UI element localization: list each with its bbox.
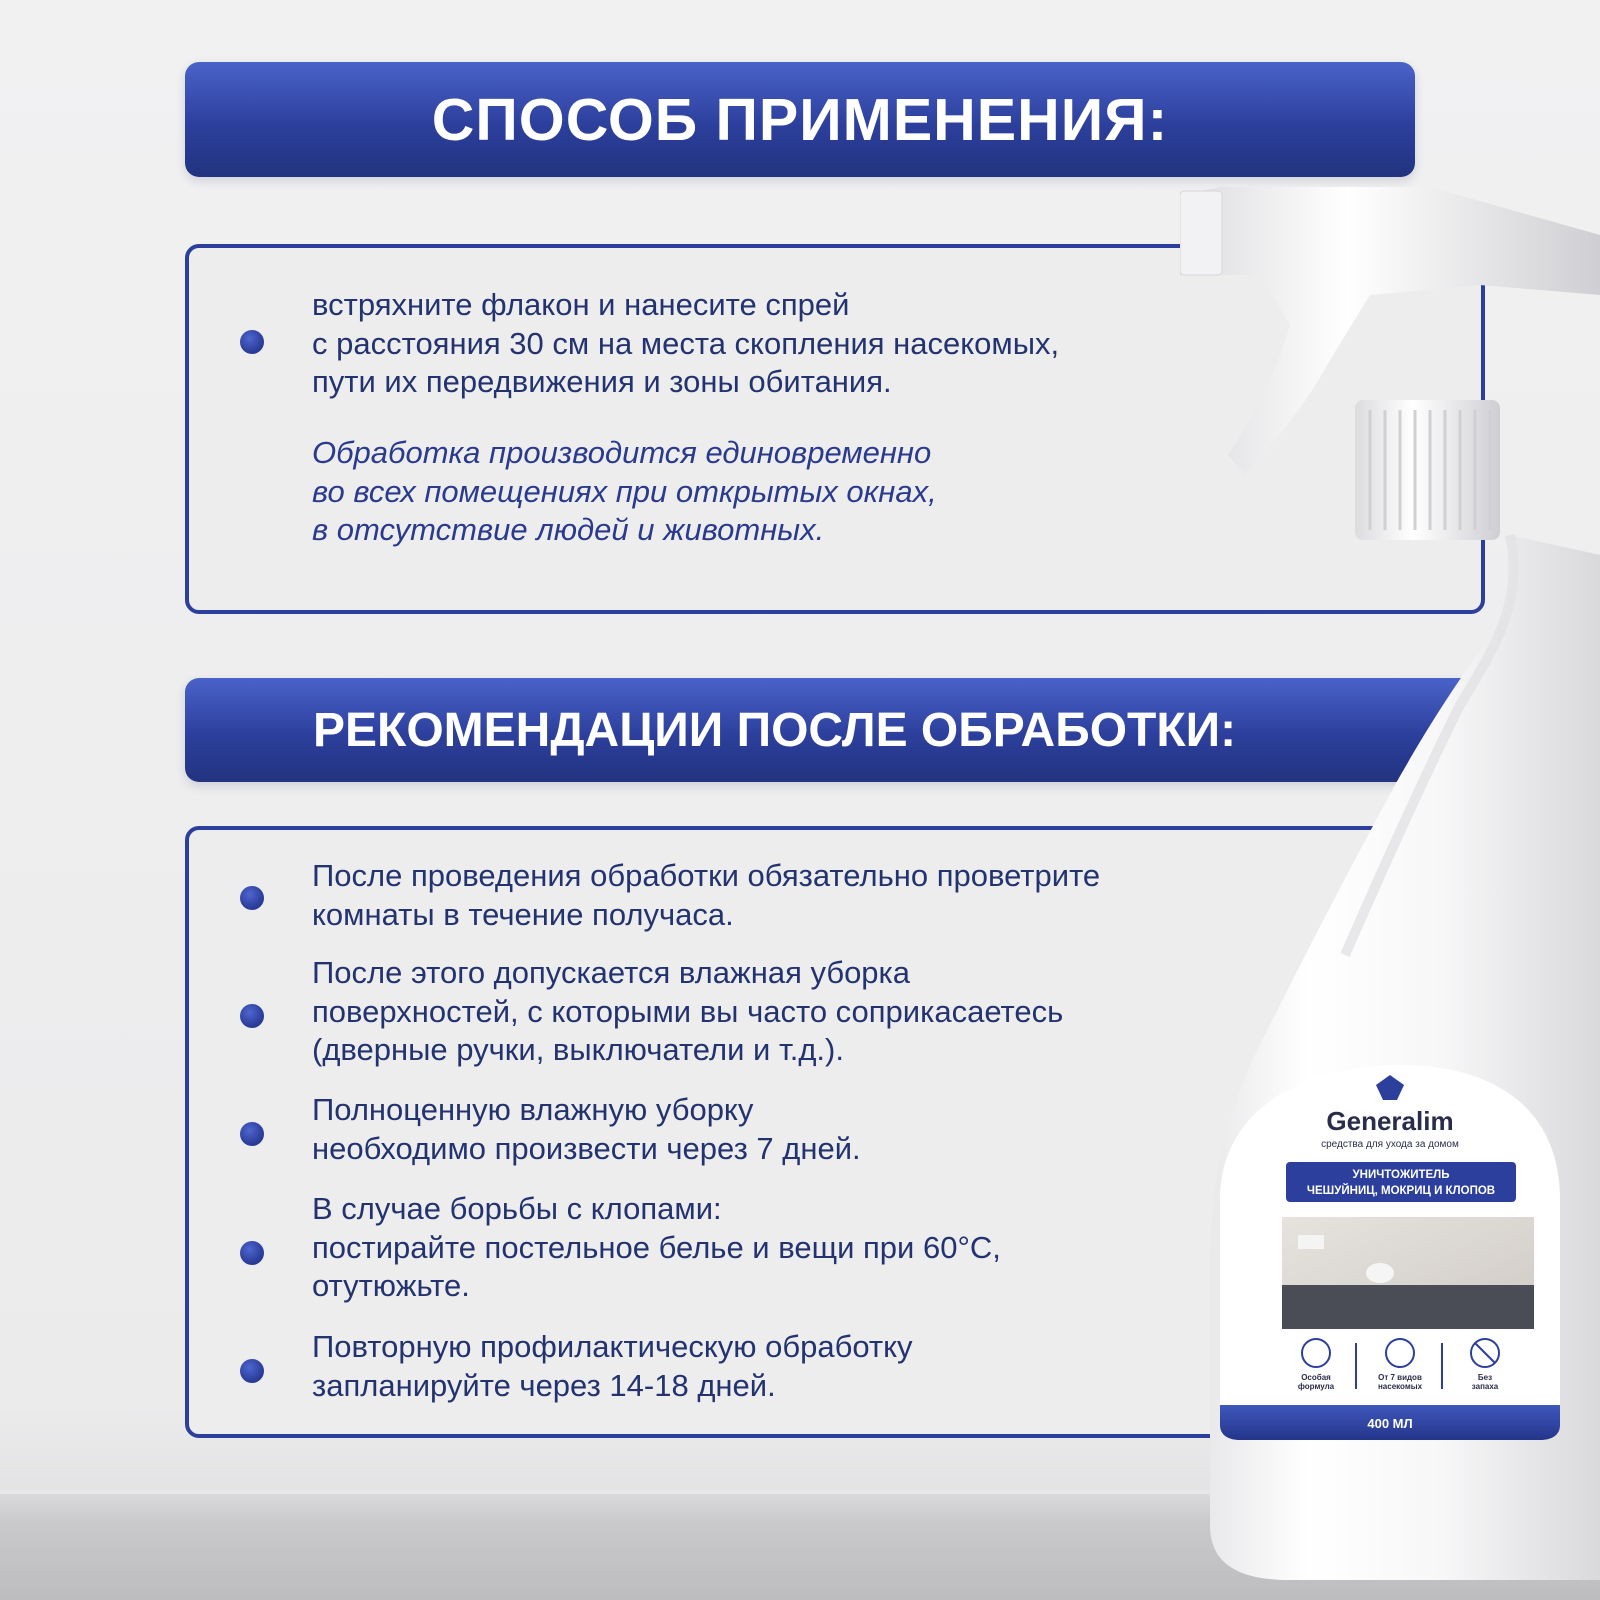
svg-text:запаха: запаха (1471, 1382, 1499, 1391)
bullet-dot (240, 1359, 264, 1383)
bullet-dot (240, 1122, 264, 1146)
product-title-line2: ЧЕШУЙНИЦ, МОКРИЦ И КЛОПОВ (1306, 1185, 1496, 1197)
usage-note: Обработка производится единовременно во всех помещениях при открытых окнах, в отсутствие людей и животных. (312, 435, 937, 547)
brand-name: Generalim (1326, 1106, 1454, 1136)
photo-floor-tiles (1282, 1285, 1534, 1329)
nozzle (1180, 191, 1222, 275)
usage-title: СПОСОБ ПРИМЕНЕНИЯ: (431, 86, 1169, 153)
usage-instruction: встряхните флакон и нанесите спрей с расстояния 30 см на места скопления насекомых, пути их передвижения и зоны обитания. (312, 287, 1060, 399)
brand-tagline: средства для ухода за домом (1321, 1139, 1459, 1150)
usage-title-banner (185, 62, 1415, 177)
photo-toilet (1366, 1263, 1394, 1283)
svg-text:От 7 видов: От 7 видов (1378, 1373, 1422, 1382)
volume-label: 400 МЛ (1367, 1416, 1413, 1431)
recommendations-title: РЕКОМЕНДАЦИИ ПОСЛЕ ОБРАБОТКИ: (313, 703, 1237, 757)
product-title-line1: УНИЧТОЖИТЕЛЬ (1352, 1169, 1450, 1181)
svg-text:Особая: Особая (1301, 1373, 1331, 1382)
recommendation-item: После проведения обработки обязательно проветрите комнаты в течение получаса. (312, 858, 1101, 932)
svg-text:Без: Без (1477, 1373, 1493, 1382)
spray-bottle (1180, 185, 1600, 1600)
bottle-cap (1355, 400, 1500, 540)
recommendation-item: После этого допускается влажная уборка поверхностей, с которыми вы часто соприкасаетесь (дверные ручки, выключатели и т.д.). (312, 955, 1064, 1067)
recommendation-item: В случае борьбы с клопами: постирайте постельное белье и вещи при 60°С, отутюжьте. (312, 1191, 1001, 1303)
svg-text:насекомых: насекомых (1377, 1382, 1423, 1391)
bullet-dot (240, 1004, 264, 1028)
bullet-dot (240, 886, 264, 910)
bullet-dot (240, 1241, 264, 1265)
svg-text:формула: формула (1297, 1382, 1335, 1391)
recommendation-item: Полноценную влажную уборку необходимо произвести через 7 дней. (312, 1092, 861, 1166)
recommendation-item: Повторную профилактическую обработку запланируйте через 14-18 дней. (312, 1329, 913, 1403)
bullet-dot (240, 330, 264, 354)
